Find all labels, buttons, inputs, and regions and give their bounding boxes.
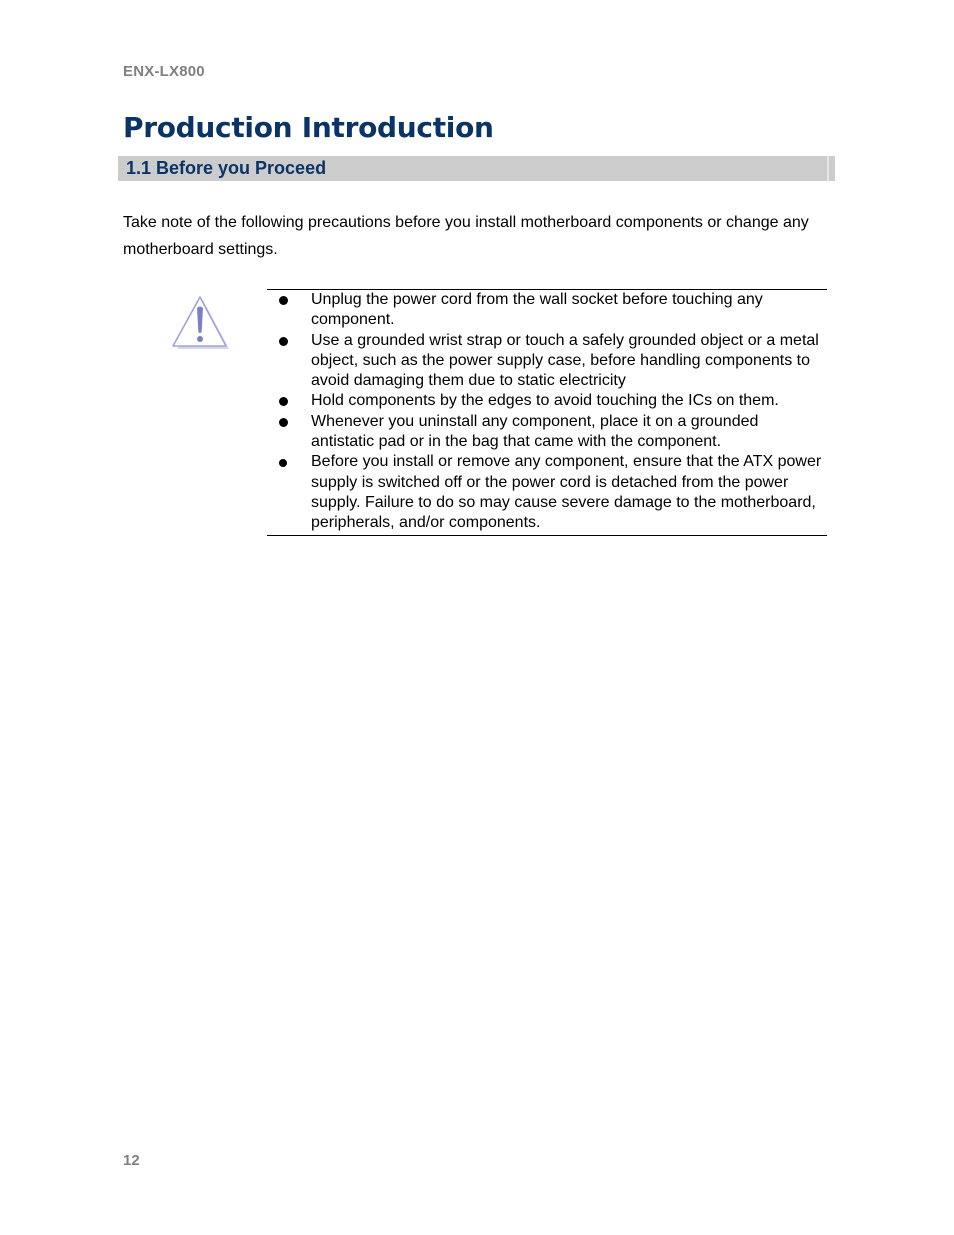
bullet-icon — [279, 418, 288, 427]
bullet-icon — [279, 397, 288, 406]
intro-paragraph: Take note of the following precautions before you install motherboard components or change any motherboard settings. — [123, 214, 809, 258]
precaution-item — [267, 412, 827, 453]
precaution-item — [267, 331, 827, 392]
precaution-item — [267, 290, 827, 331]
bullet-icon — [279, 459, 287, 467]
precaution-item — [267, 391, 827, 411]
precaution-item — [267, 452, 827, 533]
precaution-text: Unplug the power cord from the wall socket before touching any component. — [311, 291, 763, 329]
page-title: Production Introduction — [123, 111, 494, 144]
bullet-icon — [279, 296, 288, 305]
precautions-list — [267, 290, 827, 534]
precautions-box — [267, 289, 827, 536]
precaution-text: Hold components by the edges to avoid touching the ICs on them. — [311, 392, 779, 410]
document-header-model: ENX-LX800 — [123, 63, 205, 80]
page-number: 12 — [123, 1152, 140, 1169]
section-heading-bar — [118, 156, 835, 181]
section-bar-divider — [827, 156, 829, 181]
precaution-text: Use a grounded wrist strap or touch a safely grounded object or a metal object, such as the power supply case, before handling components to avoid damaging them due to static electricity — [311, 331, 819, 390]
precaution-text: Whenever you uninstall any component, place it on a grounded antistatic pad or in the bag that came with the component. — [311, 412, 759, 451]
section-heading: 1.1 Before you Proceed — [126, 158, 327, 178]
warning-triangle-icon — [168, 294, 230, 352]
bullet-icon — [279, 337, 288, 346]
precaution-text: Before you install or remove any component, ensure that the ATX power supply is switched off or the power cord is detached from the power supply. Failure to do so may cause severe damage to the motherboard, peripherals, and/or components. — [311, 453, 822, 532]
